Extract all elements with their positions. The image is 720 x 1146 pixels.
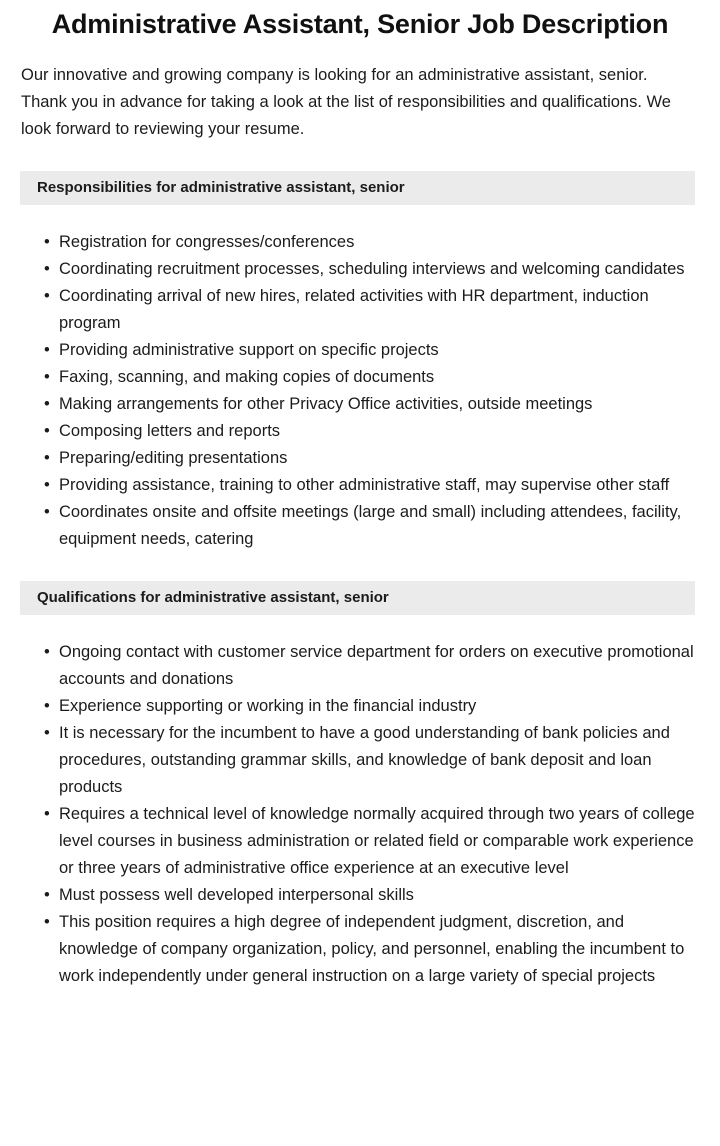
list-item-text: Coordinating arrival of new hires, related activities with HR department, induction program: [59, 287, 649, 332]
qualifications-section-header: Qualifications for administrative assistant, senior: [20, 581, 695, 615]
list-item-text: Coordinating recruitment processes, scheduling interviews and welcoming candidates: [59, 260, 685, 278]
list-item: [44, 639, 695, 693]
list-item-text: Composing letters and reports: [59, 422, 281, 440]
list-item: [44, 256, 695, 283]
list-item-text: Faxing, scanning, and making copies of documents: [59, 368, 435, 386]
list-item-text: Providing assistance, training to other administrative staff, may supervise other staff: [59, 476, 670, 494]
list-item-text: This position requires a high degree of independent judgment, discretion, and knowledge of company organization, policy, and personnel, enabling the incumbent to work independently under general instruction on a large variety of special projects: [59, 913, 685, 985]
list-item-text: Ongoing contact with customer service department for orders on executive promotional accounts and donations: [59, 643, 694, 688]
responsibilities-list: [0, 205, 720, 553]
bullet-icon: •: [44, 422, 50, 440]
bullet-icon: •: [44, 260, 50, 278]
bullet-icon: •: [44, 724, 50, 742]
list-item: [44, 909, 695, 990]
bullet-icon: •: [44, 449, 50, 467]
responsibilities-section: [0, 171, 720, 553]
list-item: [44, 693, 695, 720]
list-item: [44, 801, 695, 882]
list-item-text: Preparing/editing presentations: [59, 449, 288, 467]
list-item-text: Registration for congresses/conferences: [59, 233, 355, 251]
bullet-icon: •: [44, 341, 50, 359]
list-item: [44, 283, 695, 337]
bullet-icon: •: [44, 913, 50, 931]
bullet-icon: •: [44, 395, 50, 413]
list-item: [44, 364, 695, 391]
list-item-text: It is necessary for the incumbent to have a good understanding of bank policies and procedures, outstanding grammar skills, and knowledge of bank deposit and loan products: [59, 724, 670, 796]
list-item: [44, 499, 695, 553]
list-item-text: Must possess well developed interpersonal skills: [59, 886, 414, 904]
qualifications-list: [0, 615, 720, 990]
bullet-icon: •: [44, 503, 50, 521]
page-bottom-spacer: [0, 990, 720, 1010]
bullet-icon: •: [44, 233, 50, 251]
list-item-text: Requires a technical level of knowledge normally acquired through two years of college level courses in business administration or related field or comparable work experience or three years of administrative office experience at an executive level: [59, 805, 695, 877]
bullet-icon: •: [44, 368, 50, 386]
bullet-icon: •: [44, 886, 50, 904]
intro-paragraph: Our innovative and growing company is looking for an administrative assistant, senior. Thank you in advance for taking a look at the list of responsibilities and qualifications. We look forward to reviewing your resume.: [21, 66, 671, 138]
list-item: [44, 337, 695, 364]
list-item-text: Providing administrative support on specific projects: [59, 341, 439, 359]
bullet-icon: •: [44, 805, 50, 823]
list-item-text: Coordinates onsite and offsite meetings (large and small) including attendees, facility, equipment needs, catering: [59, 503, 682, 548]
list-item-text: Experience supporting or working in the financial industry: [59, 697, 477, 715]
list-item: [44, 472, 695, 499]
list-item: [44, 882, 695, 909]
bullet-icon: •: [44, 476, 50, 494]
responsibilities-section-header: Responsibilities for administrative assistant, senior: [20, 171, 695, 205]
list-item: [44, 391, 695, 418]
list-item: [44, 445, 695, 472]
list-item: [44, 229, 695, 256]
bullet-icon: •: [44, 697, 50, 715]
list-item: [44, 720, 695, 801]
bullet-icon: •: [44, 287, 50, 305]
list-item: [44, 418, 695, 445]
qualifications-section: [0, 581, 720, 990]
list-item-text: Making arrangements for other Privacy Office activities, outside meetings: [59, 395, 593, 413]
page-title: Administrative Assistant, Senior Job Description: [51, 9, 669, 39]
bullet-icon: •: [44, 643, 50, 661]
